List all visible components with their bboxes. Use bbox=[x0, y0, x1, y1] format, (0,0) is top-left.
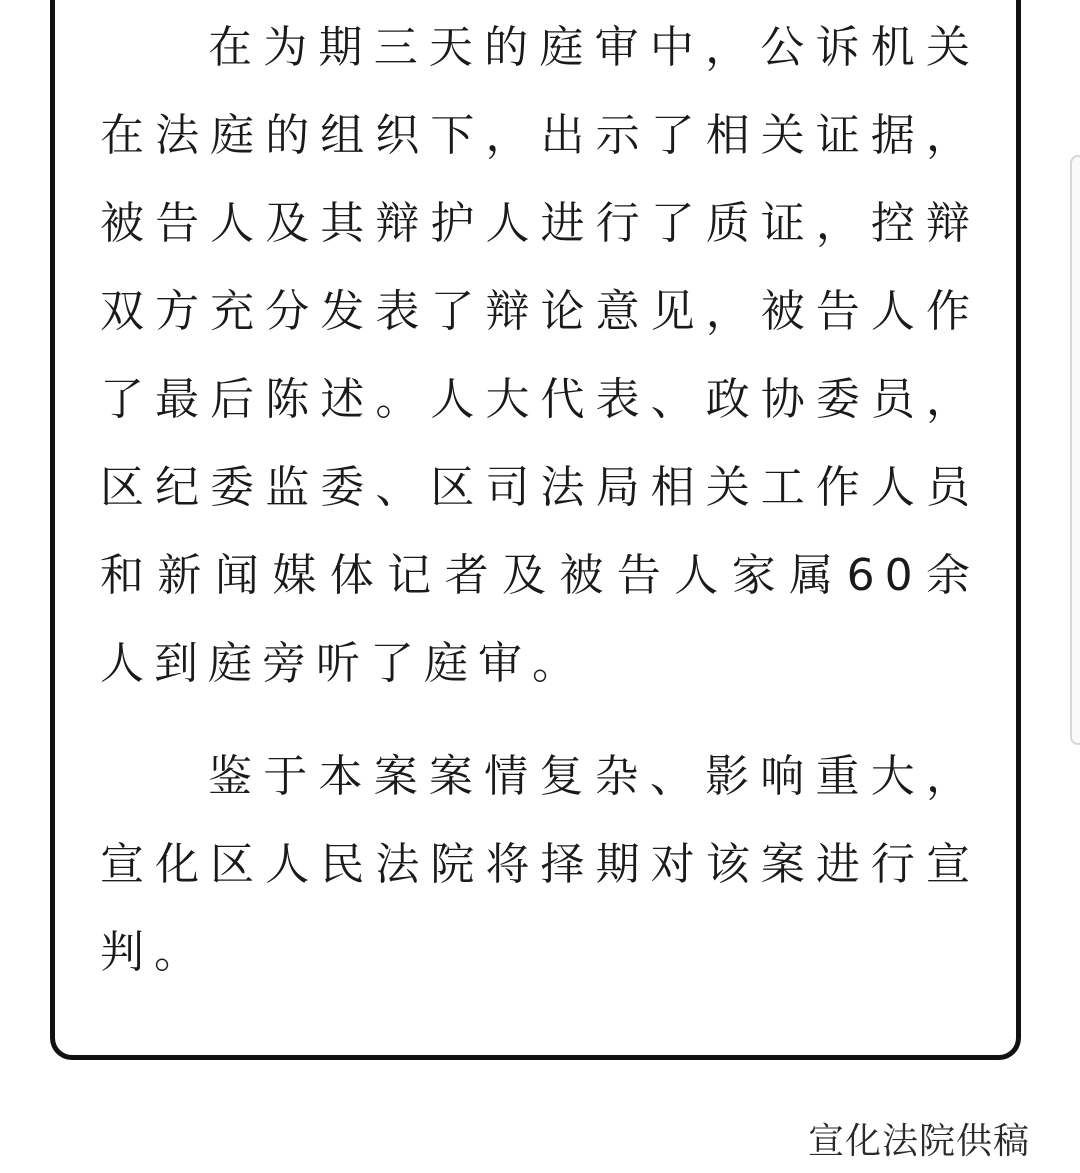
article-paragraph-trial: 在为期三天的庭审中，公诉机关在法庭的组织下，出示了相关证据，被告人及其辩护人进行了质证，控辩双方充分发表了辩论意见，被告人作了最后陈述。人大代表、政协委员，区纪委监委、区司法局相关工作人员和新闻媒体记者及被告人家属60余人到庭旁听了庭审。 bbox=[100, 22, 980, 689]
source-credit: 宣化法院供稿 bbox=[807, 1121, 1030, 1162]
scrollbar[interactable] bbox=[1070, 155, 1080, 745]
article-paragraph-verdict: 鉴于本案案情复杂、影响重大，宣化区人民法院将择期对该案进行宣判。 bbox=[100, 751, 980, 978]
